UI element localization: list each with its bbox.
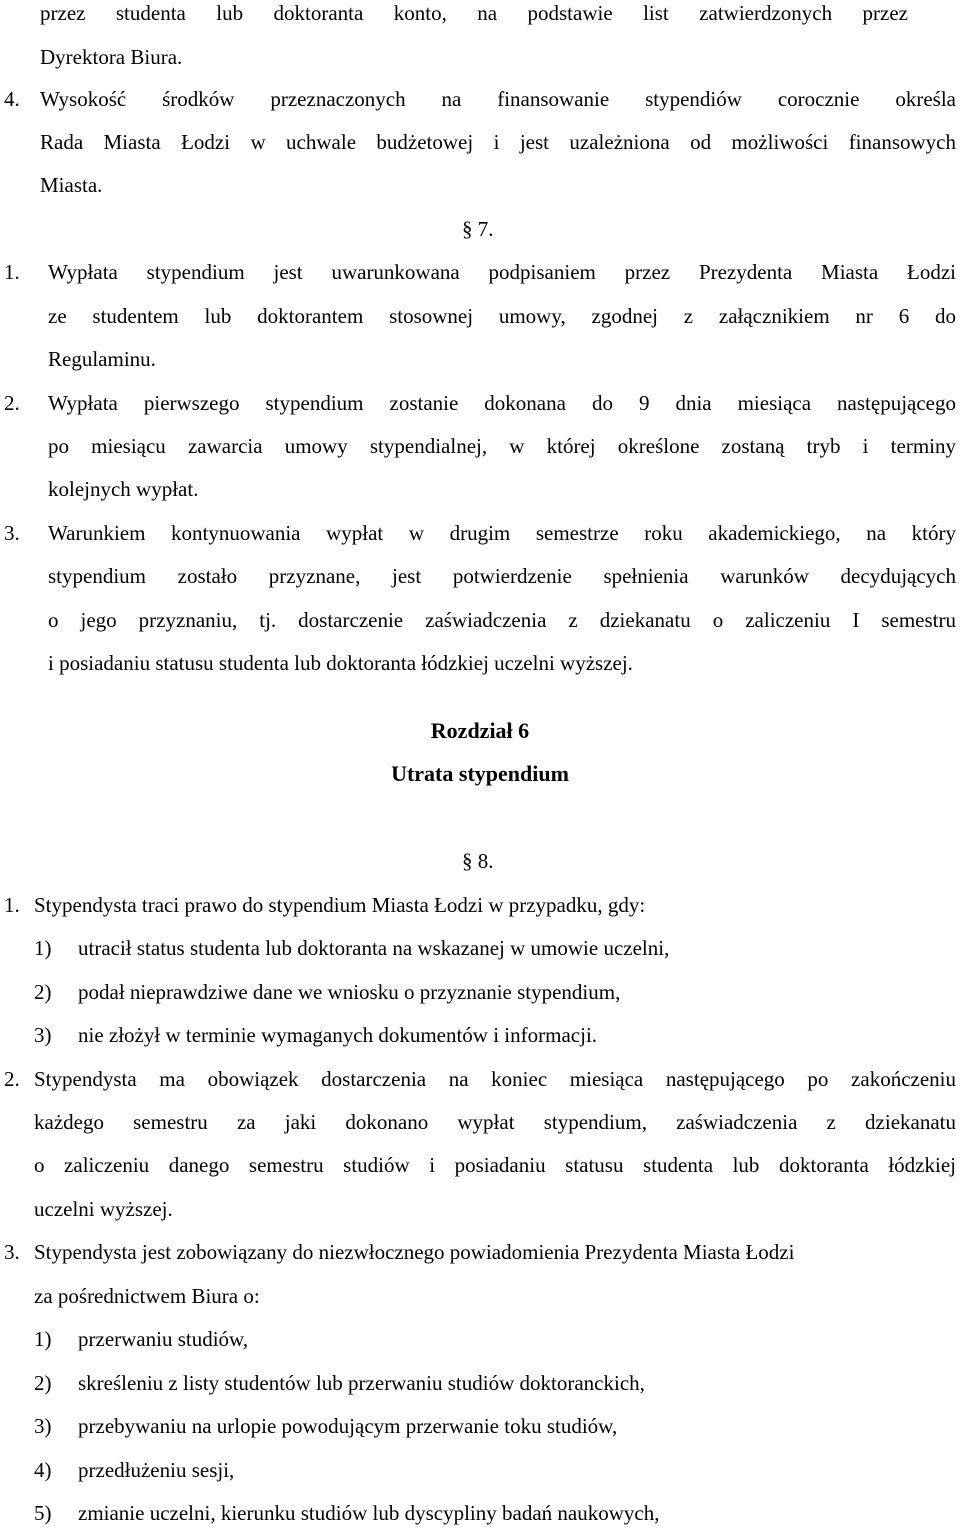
item-number: 4. bbox=[4, 87, 20, 111]
subitem-text: przerwaniu studiów, bbox=[78, 1327, 249, 1351]
paragraph-line: ze studentem lub doktorantem stosownej umowy, zgodnej z załącznikiem nr 6 do bbox=[48, 304, 956, 328]
subitem-text: nie złożył w terminie wymaganych dokumentów i informacji. bbox=[78, 1023, 598, 1047]
subitem-number: 3) bbox=[34, 1023, 52, 1047]
section-heading: § 7. bbox=[462, 217, 494, 241]
paragraph-line: Stypendysta ma obowiązek dostarczenia na koniec miesiąca następującego po zakończeniu bbox=[34, 1067, 956, 1091]
paragraph-line: za pośrednictwem Biura o: bbox=[34, 1284, 260, 1308]
paragraph-line: przez studenta lub doktoranta konto, na podstawie list zatwierdzonych przez bbox=[40, 1, 908, 25]
paragraph-line: Warunkiem kontynuowania wypłat w drugim semestrze roku akademickiego, na który bbox=[48, 521, 956, 545]
paragraph-line: każdego semestru za jaki dokonano wypłat stypendium, zaświadczenia z dziekanatu bbox=[34, 1110, 956, 1134]
subitem-text: przedłużeniu sesji, bbox=[78, 1458, 235, 1482]
paragraph-line: Stypendysta traci prawo do stypendium Miasta Łodzi w przypadku, gdy: bbox=[34, 893, 646, 917]
subitem-number: 5) bbox=[34, 1501, 52, 1525]
paragraph-line: o zaliczeniu danego semestru studiów i posiadaniu statusu studenta lub doktoranta łódzkiej bbox=[34, 1153, 956, 1177]
paragraph-line: Dyrektora Biura. bbox=[40, 45, 183, 69]
subitem-text: zmianie uczelni, kierunku studiów lub dyscypliny badań naukowych, bbox=[78, 1501, 660, 1525]
section-heading: § 8. bbox=[462, 849, 494, 873]
paragraph-line: Rada Miasta Łodzi w uchwale budżetowej i jest uzależniona od możliwości finansowych bbox=[40, 130, 956, 154]
subitem-number: 4) bbox=[34, 1458, 52, 1482]
paragraph-line: uczelni wyższej. bbox=[34, 1197, 173, 1221]
paragraph-line: Wypłata pierwszego stypendium zostanie dokonana do 9 dnia miesiąca następującego bbox=[48, 391, 956, 415]
item-number: 1. bbox=[4, 893, 20, 917]
subitem-number: 2) bbox=[34, 980, 52, 1004]
subitem-text: utracił status studenta lub doktoranta na wskazanej w umowie uczelni, bbox=[78, 936, 670, 960]
chapter-title: Rozdział 6 bbox=[430, 718, 530, 743]
item-number: 2. bbox=[4, 1067, 20, 1091]
paragraph-line: o jego przyznaniu, tj. dostarczenie zaświadczenia z dziekanatu o zaliczeniu I semestru bbox=[48, 608, 956, 632]
paragraph-line: kolejnych wypłat. bbox=[48, 477, 199, 501]
subitem-number: 3) bbox=[34, 1414, 52, 1438]
paragraph-line: stypendium zostało przyznane, jest potwierdzenie spełnienia warunków decydujących bbox=[48, 564, 956, 588]
paragraph-line: Wysokość środków przeznaczonych na finansowanie stypendiów corocznie określa bbox=[40, 87, 956, 111]
item-number: 2. bbox=[4, 391, 20, 415]
item-number: 3. bbox=[4, 521, 20, 545]
item-number: 3. bbox=[4, 1240, 20, 1264]
subitem-number: 2) bbox=[34, 1371, 52, 1395]
paragraph-line: Miasta. bbox=[40, 173, 103, 197]
subitem-text: podał nieprawdziwe dane we wniosku o przyznanie stypendium, bbox=[78, 980, 621, 1004]
subitem-text: przebywaniu na urlopie powodującym przerwanie toku studiów, bbox=[78, 1414, 618, 1438]
subitem-number: 1) bbox=[34, 936, 52, 960]
paragraph-line: po miesiącu zawarcia umowy stypendialnej, w której określone zostaną tryb i terminy bbox=[48, 434, 956, 458]
chapter-subtitle: Utrata stypendium bbox=[391, 761, 569, 786]
subitem-number: 1) bbox=[34, 1327, 52, 1351]
paragraph-line: Wypłata stypendium jest uwarunkowana podpisaniem przez Prezydenta Miasta Łodzi bbox=[48, 260, 956, 284]
paragraph-line: Stypendysta jest zobowiązany do niezwłocznego powiadomienia Prezydenta Miasta Łodzi bbox=[34, 1240, 795, 1264]
subitem-text: skreśleniu z listy studentów lub przerwaniu studiów doktoranckich, bbox=[78, 1371, 645, 1395]
paragraph-line: Regulaminu. bbox=[48, 347, 156, 371]
item-number: 1. bbox=[4, 260, 20, 284]
paragraph-line: i posiadaniu statusu studenta lub doktoranta łódzkiej uczelni wyższej. bbox=[48, 651, 633, 675]
